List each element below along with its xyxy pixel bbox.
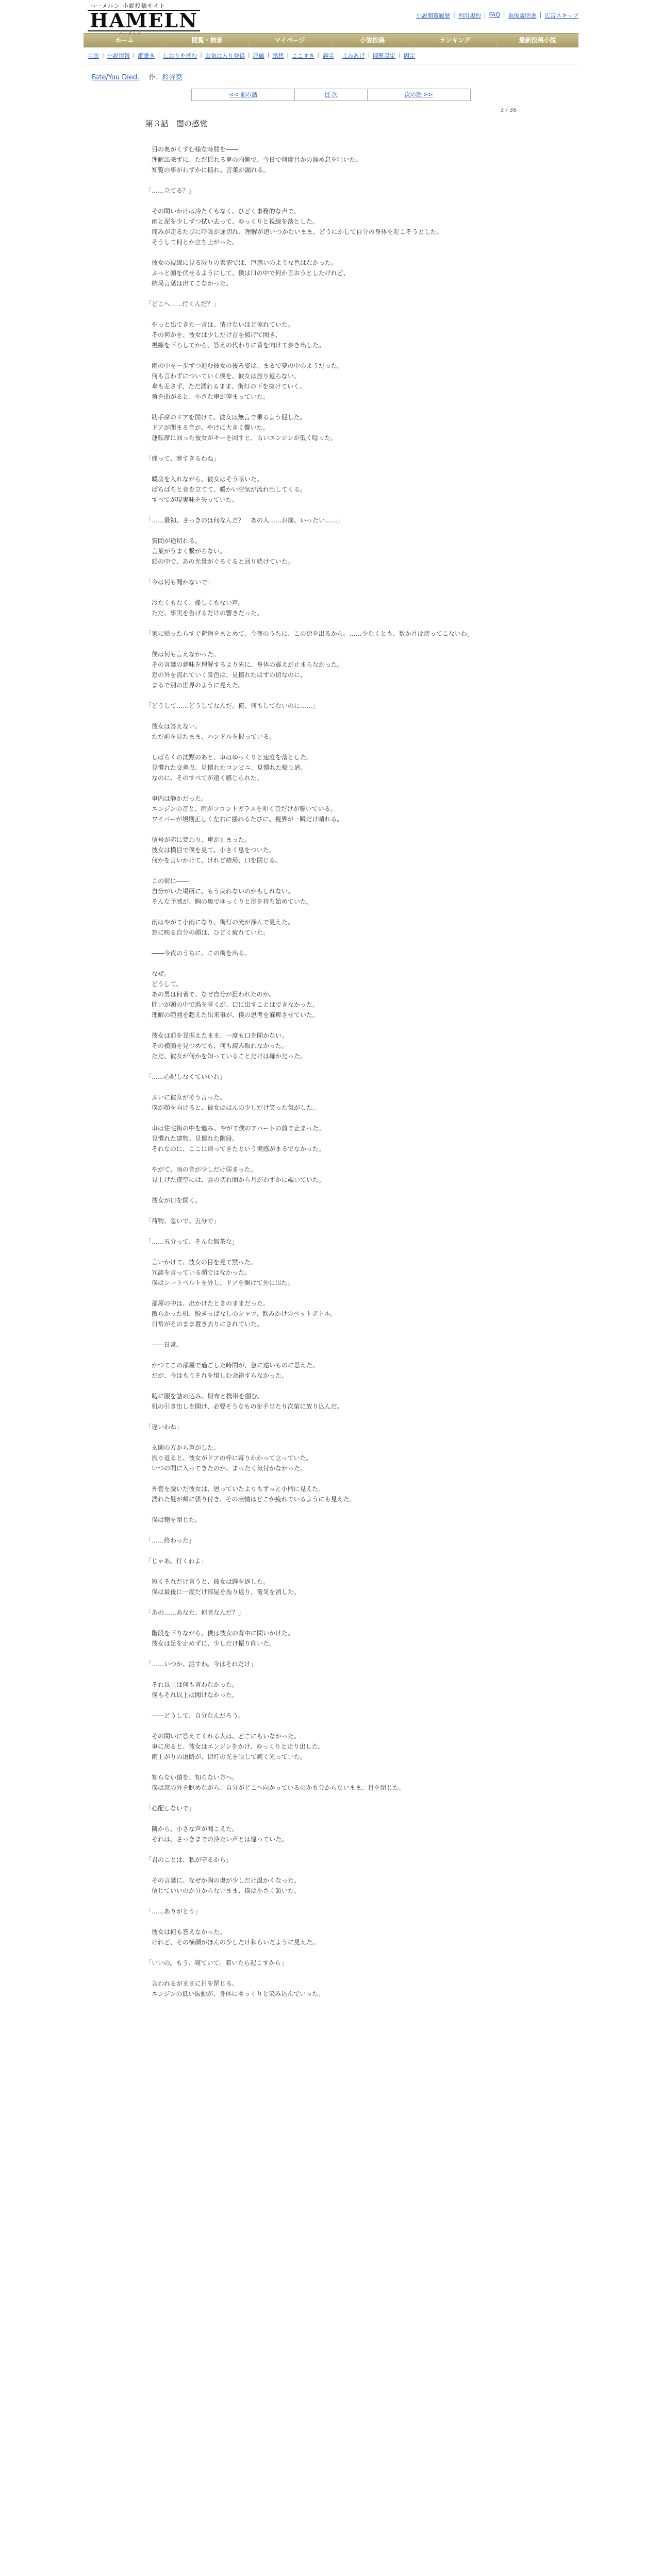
paragraph: [145, 948, 517, 958]
paragraph: [145, 1216, 517, 1226]
text-line: 部屋の中は、出かけたときのままだった。: [145, 1300, 270, 1307]
text-line: そうして何とか立ち上がった。: [145, 239, 239, 246]
text-line: 僕は何も言えなかった。: [145, 651, 220, 658]
text-line: まるで別の世界のように見えた。: [145, 682, 244, 689]
paragraph: [145, 793, 517, 824]
text-line: 目の奥がくすむ様な時間を――: [145, 146, 239, 153]
text-line: なのに、そのすべてが遠く感じられた。: [145, 774, 263, 782]
text-line: 知らない道を、知らない方へ。: [145, 1774, 239, 1781]
author-label: 作：: [148, 74, 162, 81]
text-line: その何かを、彼女は少しだけ首を傾げて聞き、: [145, 331, 282, 338]
subnav-fixed[interactable]: 固定: [403, 53, 415, 59]
text-line: 「どうして……どうしてなんだ。俺、何もしてないのに……」: [145, 702, 319, 709]
text-line: 「心配しないで」: [145, 1805, 195, 1812]
text-line: 振り返ると、彼女がドアの枠に寄りかかって立っていた。: [145, 1454, 312, 1462]
paragraph: [145, 1340, 517, 1350]
paragraph: [145, 1978, 517, 1999]
text-line: 車は住宅街の中を進み、やがて僕のアパートの前で止まった。: [145, 1125, 325, 1132]
top-link-faq[interactable]: FAQ: [489, 11, 500, 18]
text-line: 見上げた夜空には、雲の切れ間から月がわずかに覗いていた。: [145, 1176, 325, 1183]
text-line: 「遅いわね」: [145, 1423, 183, 1431]
paragraph: [145, 1875, 517, 1896]
paragraph: [145, 1443, 517, 1473]
text-line: 日常がそのまま置き去りにされていた。: [145, 1320, 263, 1328]
text-line: その問いに答えてくれる人は、どこにもいなかった。: [145, 1733, 301, 1740]
text-line: その問いかけは冷たくもなく、ひどく事務的な声で、: [145, 208, 300, 215]
site-header: [84, 0, 578, 37]
text-line: 何も言わずについていく僕を、彼女は振り返らない。: [145, 372, 300, 380]
text-line: 「……ありがとう」: [145, 1908, 202, 1915]
subnav-rate[interactable]: 評価: [253, 53, 264, 59]
text-line: 僕が顔を向けると、彼女はほんの少しだけ笑った気がした。: [145, 1104, 319, 1111]
text-line: なぜ。: [145, 970, 170, 977]
text-line: ぱちぱちと音を立てて、暖かい空気が流れ出してくる。: [145, 486, 306, 493]
text-line: 知覧の事がわずかに揺れ、言葉が漏れる。: [145, 166, 270, 174]
text-line: 信じていいのか分からないまま、僕は小さく頷いた。: [145, 1887, 301, 1894]
text-line: ワイパーが規則正しく左右に揺れるたびに、視界が一瞬だけ晴れる。: [145, 816, 343, 823]
paragraph: [145, 721, 517, 742]
text-line: ――どうして、自分なんだろう。: [145, 1712, 244, 1719]
top-link-manual[interactable]: 取扱説明書: [508, 12, 537, 19]
text-line: ドアが閉まる音が、やけに大きく響いた。: [145, 424, 269, 431]
text-line: 冷たくもなく、優しくもない声。: [145, 599, 244, 606]
text-line: 散らかった机、脱ぎっぱなしのシャツ、飲みかけのペットボトル。: [145, 1310, 336, 1317]
prev-chapter-link[interactable]: << 前の話: [192, 89, 295, 100]
paragraph: [145, 577, 517, 587]
paragraph: [145, 1030, 517, 1061]
text-line: 「……心配しなくていいわ」: [145, 1073, 226, 1080]
novel-subnav: 目次 | 小説情報 | 縦書き | しおりを挟む | お気に入り登録 | 評価 | 感想 | ここすき | 誤字 | よみあげ | 閲覧設定 | 固定: [84, 47, 578, 64]
paragraph: [145, 1257, 517, 1288]
nav-browse-search[interactable]: 閲覧・検索: [166, 33, 249, 47]
text-line: やっと出てきた一言は、情けないほど掠れていた。: [145, 321, 294, 328]
paragraph: [145, 1628, 517, 1649]
subnav-readaloud[interactable]: よみあげ: [342, 53, 365, 59]
paragraph: [145, 1731, 517, 1762]
paragraph: [145, 299, 517, 309]
text-line: 鞄に服を詰め込み、財布と携帯を掴む。: [145, 1393, 263, 1400]
paragraph: [145, 258, 517, 289]
text-line: 僕もそれ以上は聞けなかった。: [145, 1691, 239, 1699]
subnav-toc[interactable]: 目次: [88, 53, 99, 59]
text-line: 「いいの。もう、寝ていて。着いたら起こすから」: [145, 1959, 288, 1967]
paragraph: [145, 185, 517, 196]
author-link[interactable]: 鈴谷葵: [162, 74, 183, 81]
text-line: エンジンの低い振動が、身体にゆっくりと染み込んでいった。: [145, 1990, 325, 1997]
subnav-typo[interactable]: 誤字: [322, 53, 334, 59]
nav-mypage[interactable]: マイページ: [249, 33, 331, 47]
paragraph: [145, 1092, 517, 1113]
paragraph: [145, 598, 517, 618]
text-line: だが、今はもうそれを惜しむ余裕すらなかった。: [145, 1372, 288, 1379]
text-line: その言葉に、なぜか胸の奥が少しだけ温かくなった。: [145, 1877, 301, 1884]
text-line: ただ、彼女が何かを知っていることだけは確かだった。: [145, 1053, 307, 1060]
text-line: ただ、事実を告げるだけの響きだった。: [145, 609, 263, 617]
text-line: 「家に帰ったらすぐ荷物をまとめて。今夜のうちに、この街を出るから。……少なくとも、数か月は戻ってこないわ」: [145, 630, 473, 637]
paragraph: [145, 969, 517, 1020]
text-line: 僕はシートベルトを外し、ドアを開けて外に出た。: [145, 1279, 294, 1286]
text-line: 「荷物、急いで。五分で」: [145, 1217, 220, 1225]
text-line: 理解の範囲を超えた出来事が、僕の思考を麻痺させていた。: [145, 1011, 319, 1019]
text-line: 助手席のドアを開けて、彼女は無言で乗るよう促した。: [145, 414, 306, 421]
paragraph: [145, 629, 517, 639]
novel-title-link[interactable]: Fate/You Died.: [92, 74, 140, 81]
subnav-kokosuki[interactable]: ここすき: [292, 53, 315, 59]
subnav-comment[interactable]: 感想: [272, 53, 284, 59]
text-line: それなのに、ここに帰ってきたという実感がまるでなかった。: [145, 1145, 325, 1153]
text-line: すべてが現実味を失っていた。: [145, 496, 238, 503]
text-line: 信号が赤に変わり、車が止まった。: [145, 836, 251, 843]
text-line: 玄関の方から声がした。: [145, 1444, 220, 1451]
text-line: 机の引き出しを開け、必要そうなものを手当たり次第に放り込んだ。: [145, 1403, 343, 1410]
text-line: 「君のことは、私が守るから」: [145, 1856, 233, 1863]
text-line: エンジンの音と、雨がフロントガラスを叩く音だけが響いている。: [145, 805, 337, 812]
text-line: 理解出来ずに、ただ揺れる車の内側で、今日で何度目かの溜め息を吐いた。: [145, 156, 362, 163]
text-line: 質問が途切れる。: [145, 537, 202, 545]
text-line: 「……最初、さっきのは何なんだ？ あの人……お前、いったい……」: [145, 517, 344, 524]
text-line: 僕は鞄を閉じた。: [145, 1516, 202, 1523]
text-line: 僕は最後に一度だけ部屋を振り返り、電気を消した。: [145, 1588, 301, 1596]
paragraph: [145, 1123, 517, 1154]
next-chapter-link[interactable]: 次の話 >>: [404, 91, 433, 98]
paragraph: [145, 1824, 517, 1844]
text-line: 傘も差さず、ただ濡れるまま、街灯の下を抜けていく。: [145, 383, 306, 390]
text-line: 何かを言いかけて、けれど結局、口を閉じる。: [145, 857, 282, 864]
text-line: 結局言葉は出てこなかった。: [145, 280, 233, 287]
chapter-title: 第３話 闇の感覚: [145, 119, 208, 128]
page: [84, 0, 578, 1999]
novel-body: [145, 105, 517, 1999]
paragraph: [145, 474, 517, 505]
text-line: 視線を下ろしてから、答えの代わりに背を向けて歩き出した。: [145, 342, 325, 349]
paragraph: [145, 1607, 517, 1618]
nav-home[interactable]: ホーム: [84, 33, 166, 47]
paragraph: [145, 1772, 517, 1793]
site-logo[interactable]: [88, 3, 200, 37]
top-link-ad-skip[interactable]: 広告スキップ: [544, 12, 578, 19]
paragraph: [145, 361, 517, 402]
paragraph: [145, 1164, 517, 1185]
paragraph: [145, 1556, 517, 1566]
text-line: 階段を下りながら、僕は彼女の背中に問いかけた。: [145, 1630, 294, 1637]
text-line: しばらくの沈黙のあと、車はゆっくりと速度を落とした。: [145, 754, 312, 761]
text-line: 「どこへ……行くんだ？」: [145, 300, 220, 308]
paragraph: [145, 701, 517, 711]
paragraph: [145, 1855, 517, 1865]
text-line: その言葉の意味を理解するより先に、身体の震えが止まらなかった。: [145, 661, 344, 668]
nav-post-novel[interactable]: 小説投稿: [332, 33, 414, 47]
text-line: 「……終わった」: [145, 1537, 195, 1544]
nav-ranking[interactable]: ランキング: [414, 33, 496, 47]
main-content: [84, 64, 578, 1999]
text-line: 見慣れた交差点、見慣れたコンビニ、見慣れた帰り道。: [145, 764, 307, 771]
paragraph-list: [145, 144, 517, 1999]
paragraph: [145, 1577, 517, 1597]
text-line: 冗談を言っている顔ではなかった。: [145, 1269, 251, 1276]
top-link-history[interactable]: 小説閲覧履歴: [416, 12, 451, 19]
text-line: かつてこの部屋で過ごした時間が、急に遠いものに思えた。: [145, 1362, 319, 1369]
paragraph: [145, 206, 517, 247]
subnav-favorite[interactable]: お気に入り登録: [205, 53, 245, 59]
text-line: 彼女は横目で僕を見て、小さく息をついた。: [145, 846, 275, 854]
paragraph: [145, 453, 517, 464]
text-line: 彼女は答えない。: [145, 723, 202, 730]
page-number: 3 / 36: [500, 107, 517, 113]
text-line: 濡れた髪が頬に張り付き、その表情はどこか疲れているようにも見えた。: [145, 1496, 356, 1503]
paragraph: [145, 1710, 517, 1721]
text-line: 隣から、小さな声が聞こえた。: [145, 1825, 239, 1833]
paragraph: [145, 1236, 517, 1247]
paragraph: [145, 1515, 517, 1525]
text-line: 車に戻ると、彼女はエンジンをかけ、ゆっくりと走り出した。: [145, 1743, 324, 1750]
text-line: ふっと顔を伏せるようにして、僕は口の中で何か言おうとしたけれど、: [145, 269, 350, 277]
text-line: 頭の中で、あの光景がぐるぐると回り続けていた。: [145, 558, 294, 565]
paragraph: [145, 536, 517, 567]
text-line: そんな予感が、胸の奥でゆっくりと形を持ち始めていた。: [145, 898, 312, 905]
paragraph: [145, 1422, 517, 1432]
text-line: ふいに彼女がそう言った。: [145, 1094, 226, 1101]
logo-wordmark: HAMELN: [88, 10, 200, 31]
subnav-info[interactable]: 小説情報: [107, 53, 130, 59]
paragraph: [145, 1391, 517, 1412]
text-line: 「……五分って、そんな無茶な」: [145, 1238, 238, 1245]
text-line: 暖房を入れながら、彼女はそう呟いた。: [145, 476, 263, 483]
text-line: 雨の中を一歩ずつ進む彼女の後ろ姿は、まるで夢の中のようだった。: [145, 362, 343, 369]
text-line: 言いかけて、彼女の目を見て黙った。: [145, 1259, 257, 1266]
novel-titlebar: [92, 72, 574, 81]
paragraph: [145, 876, 517, 907]
text-line: その横顔を見つめても、何も読み取れなかった。: [145, 1042, 288, 1049]
subnav-vertical[interactable]: 縦書き: [138, 53, 155, 59]
text-line: 「……いつか、話すわ。今はそれだけ」: [145, 1660, 257, 1668]
text-line: 見慣れた建物。見慣れた階段。: [145, 1135, 239, 1142]
text-line: この街に――: [145, 877, 189, 885]
top-link-terms[interactable]: 利用規約: [458, 12, 481, 19]
text-line: 窓の外を流れていく景色は、見慣れたはずの街なのに、: [145, 671, 307, 679]
toc-link[interactable]: 目 次: [295, 89, 367, 100]
text-line: 雨と泥を少しずつ拭い去って、ゆっくりと視線を落とした。: [145, 218, 319, 225]
paragraph: [145, 1360, 517, 1381]
subnav-view-settings[interactable]: 閲覧設定: [373, 53, 396, 59]
text-line: ――日常。: [145, 1341, 183, 1348]
paragraph: [145, 1195, 517, 1206]
text-line: 彼女の視線に見る限りの表情では、戸惑いのような色はなかった。: [145, 259, 338, 266]
text-line: いつの間に入ってきたのか、まったく気付かなかった。: [145, 1465, 307, 1472]
paragraph: [145, 412, 517, 443]
text-line: ただ前を見たまま、ハンドルを握っている。: [145, 733, 276, 740]
paragraph: [145, 1072, 517, 1082]
paragraph: [145, 649, 517, 690]
paragraph: [145, 1906, 517, 1917]
text-line: 彼女が口を開く。: [145, 1197, 201, 1204]
paragraph: [145, 1535, 517, 1546]
paragraph: [145, 1484, 517, 1504]
paragraph: [145, 144, 517, 175]
text-line: 車内は静かだった。: [145, 795, 208, 802]
text-line: どうして。: [145, 980, 183, 988]
text-line: それ以上は何も言わなかった。: [145, 1681, 239, 1688]
text-line: 僕は窓の外を眺めながら、自分がどこへ向かっているのかも分からないまま、目を閉じた。: [145, 1784, 405, 1791]
text-line: 彼女は足を止めずに、少しだけ振り向いた。: [145, 1640, 276, 1647]
text-line: 言葉がうまく繋がらない。: [145, 548, 226, 555]
text-line: 彼女は何も答えなかった。: [145, 1928, 226, 1936]
paragraph: [145, 515, 517, 526]
text-line: あの男は何者で、なぜ自分が狙われたのか。: [145, 991, 275, 998]
paragraph: [145, 1680, 517, 1700]
text-line: 角を曲がると、小さな車が停まっていた。: [145, 393, 270, 400]
paragraph: [145, 1298, 517, 1329]
nav-latest[interactable]: 最新投稿小説: [519, 37, 556, 44]
paragraph: [145, 319, 517, 350]
text-line: 短くそれだけ言うと、彼女は踵を返した。: [145, 1578, 270, 1585]
text-line: 「じゃあ、行くわよ」: [145, 1557, 207, 1565]
top-links: 小説閲覧履歴 | 利用規約 | FAQ | 取扱説明書 | 広告スキップ: [416, 11, 578, 19]
text-line: 自分がいた場所に、もう戻れないのかもしれない。: [145, 888, 294, 895]
text-line: それは、さっきまでの冷たい声とは違っていた。: [145, 1836, 288, 1843]
paragraph: [145, 1927, 517, 1947]
text-line: 「今は何も聞かないで」: [145, 579, 214, 586]
paragraph: [145, 1958, 517, 1968]
paragraph: [145, 1803, 517, 1814]
text-line: 「あの……あなた、何者なんだ？」: [145, 1609, 245, 1616]
text-line: ――今夜のうちに、この街を出る。: [145, 950, 251, 957]
text-line: 運転席に回った彼女がキーを回すと、古いエンジンが低く唸った。: [145, 434, 337, 442]
text-line: けれど、その横顔がほんの少しだけ和らいだように見えた。: [145, 1939, 319, 1946]
paragraph: [145, 835, 517, 866]
text-line: 雨はやがて小雨になり、街灯の光が滲んで見えた。: [145, 919, 294, 926]
paragraph: [145, 752, 517, 783]
text-line: 「……立てる？」: [145, 187, 195, 194]
logo-subtitle: ハーメルン: [119, 31, 142, 37]
text-line: 彼女は前を見据えたまま、一度も口を開かない。: [145, 1032, 288, 1039]
logo-tagline: ハーメルン 小説投稿サイト: [90, 3, 166, 9]
text-line: 窓に映る自分の顔は、ひどく疲れていた。: [145, 929, 270, 936]
subnav-bookmark[interactable]: しおりを挟む: [163, 53, 197, 59]
text-line: やがて、雨の音が少しだけ弱まった。: [145, 1166, 257, 1173]
text-line: 外套を脱いだ彼女は、思っていたよりもずっと小柄に見えた。: [145, 1485, 325, 1493]
text-line: 「痛って、寒すぎるわね」: [145, 455, 220, 462]
text-line: 痛みが走るたびに呼吸が途切れ、理解が追いつかないまま、どうにかして自分の身体を起こそうとした。: [145, 228, 443, 235]
paragraph: [145, 1659, 517, 1669]
text-line: 雨上がりの道路が、街灯の光を映して鈍く光っていた。: [145, 1753, 307, 1760]
chapter-pager: [191, 89, 471, 101]
text-line: 問いが頭の中で渦を巻くが、口に出すことはできなかった。: [145, 1001, 319, 1008]
text-line: 言われるがままに目を閉じる。: [145, 1980, 239, 1987]
paragraph: [145, 917, 517, 938]
